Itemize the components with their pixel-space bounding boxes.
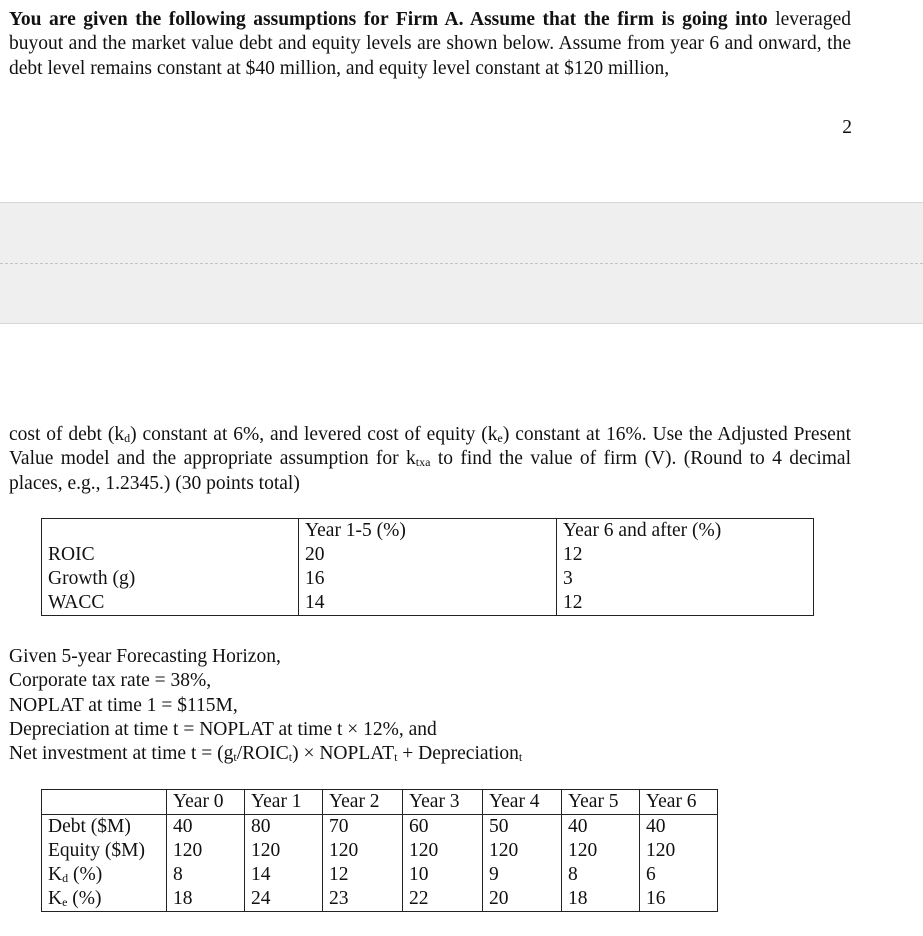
intro-bold-lead: You are given the following assumptions for Firm A. Assume that the firm is going into xyxy=(9,9,768,30)
table-cell: 40 xyxy=(640,815,718,840)
row-label-subscript: e xyxy=(62,895,68,909)
table-cell: 20 xyxy=(483,887,562,912)
table-row xyxy=(42,863,718,887)
table-cell: 120 xyxy=(245,839,323,863)
row-label: ROIC xyxy=(42,543,299,567)
row-label: WACC xyxy=(42,591,299,616)
table-cell: 8 xyxy=(167,863,245,887)
table-cell: 20 xyxy=(299,543,557,567)
page-break-divider xyxy=(0,263,923,264)
table-row xyxy=(42,887,718,912)
header-cell: Year 2 xyxy=(323,790,403,815)
header-cell: Year 1 xyxy=(245,790,323,815)
table-cell: 70 xyxy=(323,815,403,840)
table-cell: 18 xyxy=(167,887,245,912)
table-cell: 60 xyxy=(403,815,483,840)
continuation-text-1: cost of debt (k xyxy=(9,424,125,445)
header-cell xyxy=(42,790,167,815)
row-label: Growth (g) xyxy=(42,567,299,591)
table-cell: 9 xyxy=(483,863,562,887)
table-cell: 120 xyxy=(323,839,403,863)
subscript-d: d xyxy=(124,431,131,445)
table-cell: 16 xyxy=(299,567,557,591)
header-cell: Year 1-5 (%) xyxy=(299,519,557,544)
formula-part: ) × NOPLAT xyxy=(292,743,395,765)
continuation-paragraph xyxy=(9,423,851,496)
table-cell: 18 xyxy=(562,887,640,912)
table-cell: 3 xyxy=(557,567,814,591)
given-line: Depreciation at time t = NOPLAT at time t × 12%, and xyxy=(9,718,437,740)
table-cell: 14 xyxy=(245,863,323,887)
table-cell: 22 xyxy=(403,887,483,912)
given-line xyxy=(9,742,522,766)
table-cell: 12 xyxy=(557,591,814,616)
header-cell: Year 3 xyxy=(403,790,483,815)
row-label-text: K xyxy=(48,888,63,909)
row-label-subscript: d xyxy=(62,871,69,885)
header-cell: Year 5 xyxy=(562,790,640,815)
header-cell: Year 6 and after (%) xyxy=(557,519,814,544)
table-row xyxy=(42,839,718,863)
table-cell: 8 xyxy=(562,863,640,887)
table-cell: 120 xyxy=(403,839,483,863)
intro-text: leveraged buyout and the market value debt and equity levels are shown below. Assume from year 6 and onward, the debt level remains constant at $40 million, and equity level constant at $120 million, xyxy=(9,9,851,79)
table-cell: 14 xyxy=(299,591,557,616)
header-cell: Year 4 xyxy=(483,790,562,815)
subscript-e: e xyxy=(497,431,503,445)
table-cell: 10 xyxy=(403,863,483,887)
formula-part: + Depreciation xyxy=(397,743,519,765)
table-cell: 24 xyxy=(245,887,323,912)
row-label-text: Debt ($M) xyxy=(48,816,131,837)
page-number: 2 xyxy=(842,117,852,138)
header-cell: Year 0 xyxy=(167,790,245,815)
table-cell: 12 xyxy=(557,543,814,567)
subscript-t: t xyxy=(518,750,523,765)
given-line: Corporate tax rate = 38%, xyxy=(9,670,212,692)
formula-part: /ROIC xyxy=(236,743,289,765)
continuation-text-3: ) constant at 16%. Use the Adjusted Present Value model and the appropriate assumption for k xyxy=(9,424,851,470)
table-cell: 120 xyxy=(640,839,718,863)
given-line: NOPLAT at time 1 = $115M, xyxy=(9,694,238,716)
table-cell: 120 xyxy=(562,839,640,863)
subscript-t: t xyxy=(394,750,398,765)
table-cell: 40 xyxy=(562,815,640,840)
subscript-txa: txa xyxy=(415,455,431,470)
table-cell: 12 xyxy=(323,863,403,887)
continuation-text-2: ) constant at 6%, and levered cost of equity (k xyxy=(130,424,498,445)
table-cell: 80 xyxy=(245,815,323,840)
row-label xyxy=(42,887,167,912)
table-cell: 6 xyxy=(640,863,718,887)
table-cell: 120 xyxy=(167,839,245,863)
intro-paragraph xyxy=(9,8,851,81)
table-row xyxy=(42,543,814,567)
row-label-unit: (%) xyxy=(68,864,103,885)
table-cell: 23 xyxy=(323,887,403,912)
subscript-t: t xyxy=(288,750,293,765)
table-row xyxy=(42,567,814,591)
table-cell: 50 xyxy=(483,815,562,840)
row-label-text: K xyxy=(48,864,63,885)
table-cell: 16 xyxy=(640,887,718,912)
table-header-row xyxy=(42,790,718,815)
table-row xyxy=(42,815,718,840)
table-cell: 120 xyxy=(483,839,562,863)
table-cell: 40 xyxy=(167,815,245,840)
given-list xyxy=(9,645,522,766)
table-header-row xyxy=(42,519,814,544)
given-line: Given 5-year Forecasting Horizon, xyxy=(9,646,281,667)
assumptions-table xyxy=(41,518,814,616)
table-row xyxy=(42,591,814,616)
header-cell xyxy=(42,519,299,544)
row-label xyxy=(42,815,167,840)
row-label-unit: (%) xyxy=(67,888,102,909)
continuation-text-4: to find the value of firm (V). (Round to 4 decimal places, e.g., 1.2345.) (30 points total) xyxy=(9,448,851,494)
header-cell: Year 6 xyxy=(640,790,718,815)
formula-part: Net investment at time t = (g xyxy=(9,743,234,765)
row-label-text: Equity ($M) xyxy=(48,840,145,861)
capital-structure-table xyxy=(41,789,718,912)
row-label xyxy=(42,863,167,887)
row-label xyxy=(42,839,167,863)
subscript-t: t xyxy=(233,750,237,765)
